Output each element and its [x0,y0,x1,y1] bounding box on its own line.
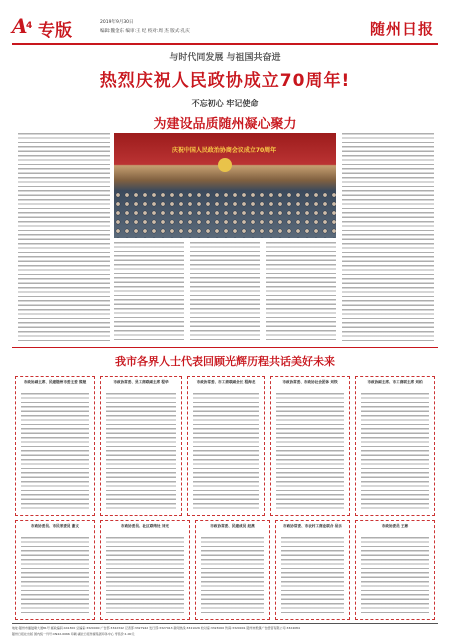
article-column-5 [342,133,434,343]
article-column-2 [114,242,184,343]
section-badge [12,14,72,40]
testimony-box-8 [195,520,270,620]
testimony-box-3 [187,376,265,516]
section-rule [12,347,438,348]
photo-audience [114,191,336,238]
header-rule [12,43,438,45]
box-title: 市政协常委、市政协社会团体 刘铁 [282,380,338,384]
box-title: 市政协委员、社区联络处 刘光 [121,524,169,528]
headline-kicker: 与时代同发展 与祖国共奋进 [169,53,281,63]
box-title: 市政协委员 王彬 [381,524,409,528]
testimony-box-7 [100,520,190,620]
section-number: 4 [26,21,33,31]
photo-banner: 庆祝中国人民政治协商会议成立70周年 [171,147,277,154]
box-title: 市政协副主席、民建随州市委主委 熊楚 [23,380,87,384]
sub-kicker: 不忘初心 牢记使命 [191,99,259,108]
section-name: 专版 [38,21,72,41]
section2-title: 我市各界人士代表回顾光辉历程共话美好未来 [115,355,335,368]
sub-headline: 为建设品质随州凝心聚力 [153,117,297,132]
testimony-box-5 [355,376,435,516]
footer-line-1: 地址:随州市擂鼓墩大道81号 邮政编码:441300 总编室:3320000 广告部:3322342 记者部:3327942 发行部:3327913 新闻热线:3321026 校对室:3323000 传真:3320901 随州市纸媒广告经营有限公司:3324084 [12,626,300,630]
section-mark: A [12,14,28,38]
masthead [0,0,450,44]
issue-editors: 编辑:魏金东 编审:王 纪 校对:周 杰 版式:孔庆 [100,29,190,34]
conference-photo [114,133,336,238]
article-column-3 [190,242,260,343]
testimony-box-4 [270,376,350,516]
testimony-box-10 [355,520,435,620]
box-title: 市政协常委、市工商联副会长 程海龙 [196,380,256,384]
box-title: 市政协副主席、市工商联主席 刘柏 [367,380,423,384]
testimony-box-6 [15,520,95,620]
box-title: 市政协委员、市民革委员 谢文 [31,524,79,528]
testimony-box-2 [100,376,182,516]
issue-date: 2019年9月30日 [100,20,134,25]
footer-rule [12,623,438,624]
box-title: 市政协常委、市农村工商业联合 易乐 [283,524,342,528]
paper-name: 随州日报 [369,20,434,38]
testimony-box-1 [15,376,95,516]
testimony-box-9 [275,520,350,620]
photo-emblem [218,158,232,172]
footer-line-2: 随州日报社出版 国内统一刊号:CN42-0066 印刷:湖北日报传媒集团印务中心 零售价:1.00元 [12,632,135,636]
article-column-1 [18,133,110,343]
article-column-4 [266,242,336,343]
box-title: 市政协常委、县工商联副主席 程华 [113,380,169,384]
main-headline: 热烈庆祝人民政协成立70周年! [99,71,351,91]
box-title: 市政协常委、民建成员 赵燕 [210,524,255,528]
